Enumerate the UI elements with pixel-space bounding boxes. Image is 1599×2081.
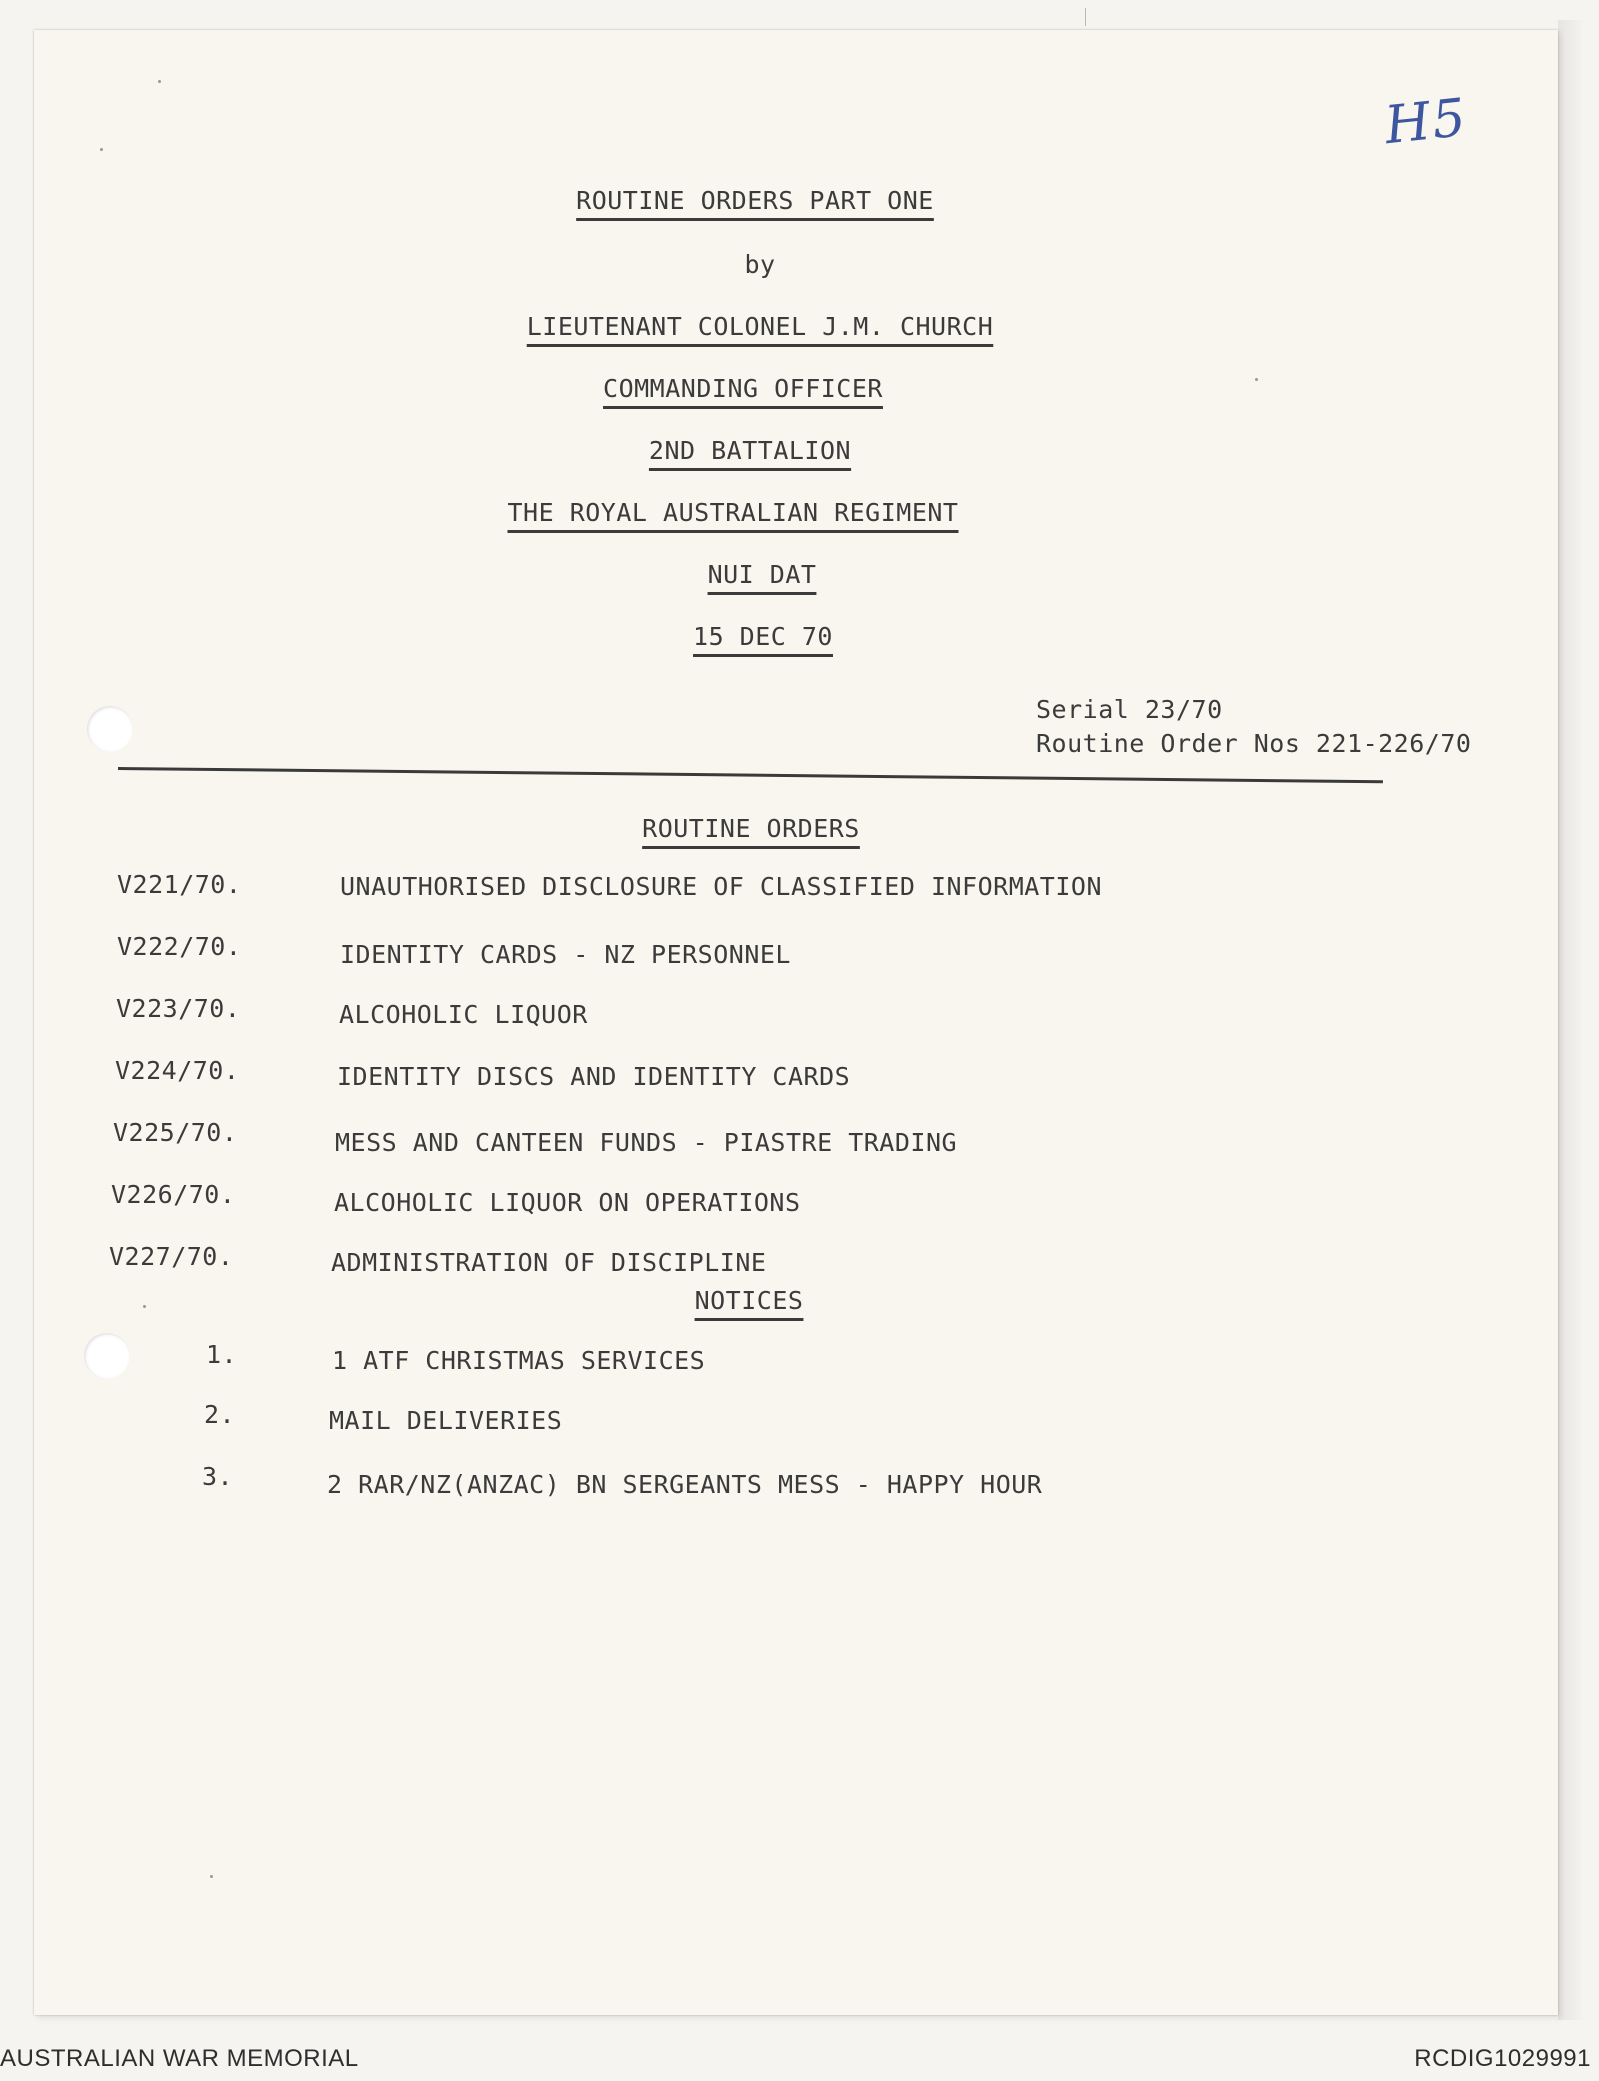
order-subject: MESS AND CANTEEN FUNDS - PIASTRE TRADING — [335, 1128, 958, 1157]
paper-speck — [158, 80, 161, 83]
order-subject: ADMINISTRATION OF DISCIPLINE — [331, 1248, 767, 1277]
document-date: 15 DEC 70 — [693, 622, 833, 651]
routine-orders-heading: ROUTINE ORDERS — [642, 814, 860, 843]
officer-name: LIEUTENANT COLONEL J.M. CHURCH — [526, 312, 994, 341]
page-edge-shadow — [1558, 20, 1582, 2020]
regiment: THE ROYAL AUSTRALIAN REGIMENT — [507, 498, 959, 527]
notice-number: 3. — [202, 1462, 234, 1491]
order-subject: ALCOHOLIC LIQUOR — [339, 1000, 588, 1029]
notice-number: 2. — [204, 1400, 236, 1429]
order-number: V224/70. — [115, 1056, 240, 1085]
order-subject: UNAUTHORISED DISCLOSURE OF CLASSIFIED INFORMATION — [340, 872, 1103, 901]
notices-heading: NOTICES — [694, 1286, 804, 1315]
paper-speck — [143, 1305, 146, 1308]
handwritten-annotation: H5 — [1382, 87, 1471, 157]
order-number: V223/70. — [116, 994, 241, 1023]
order-number: V227/70. — [109, 1242, 234, 1271]
notice-subject: 1 ATF CHRISTMAS SERVICES — [332, 1346, 706, 1375]
order-number: V221/70. — [117, 870, 242, 899]
punch-hole-upper — [87, 706, 133, 752]
order-subject: ALCOHOLIC LIQUOR ON OPERATIONS — [334, 1188, 801, 1217]
paper-speck — [1255, 378, 1258, 381]
order-number: V222/70. — [117, 932, 242, 961]
officer-role: COMMANDING OFFICER — [603, 374, 883, 403]
notice-subject: MAIL DELIVERIES — [329, 1406, 563, 1435]
battalion: 2ND BATTALION — [648, 436, 852, 465]
notice-subject: 2 RAR/NZ(ANZAC) BN SERGEANTS MESS - HAPPY HOUR — [327, 1470, 1043, 1499]
document-title: ROUTINE ORDERS PART ONE — [576, 186, 934, 215]
punch-hole-lower — [84, 1333, 130, 1379]
location: NUI DAT — [707, 560, 817, 589]
footer-record-id: RCDIG1029991 — [1414, 2045, 1591, 2072]
serial-number: Serial 23/70 — [1036, 695, 1223, 724]
order-number: V225/70. — [113, 1118, 238, 1147]
paper-speck — [100, 148, 103, 151]
notice-number: 1. — [206, 1340, 238, 1369]
footer-source: AUSTRALIAN WAR MEMORIAL — [0, 2045, 359, 2072]
by-line: by — [744, 250, 776, 279]
order-subject: IDENTITY CARDS - NZ PERSONNEL — [340, 940, 791, 969]
scan-mark — [1085, 8, 1086, 26]
paper-speck — [210, 1875, 213, 1878]
routine-order-numbers: Routine Order Nos 221-226/70 — [1036, 729, 1472, 758]
order-subject: IDENTITY DISCS AND IDENTITY CARDS — [337, 1062, 851, 1091]
order-number: V226/70. — [111, 1180, 236, 1209]
